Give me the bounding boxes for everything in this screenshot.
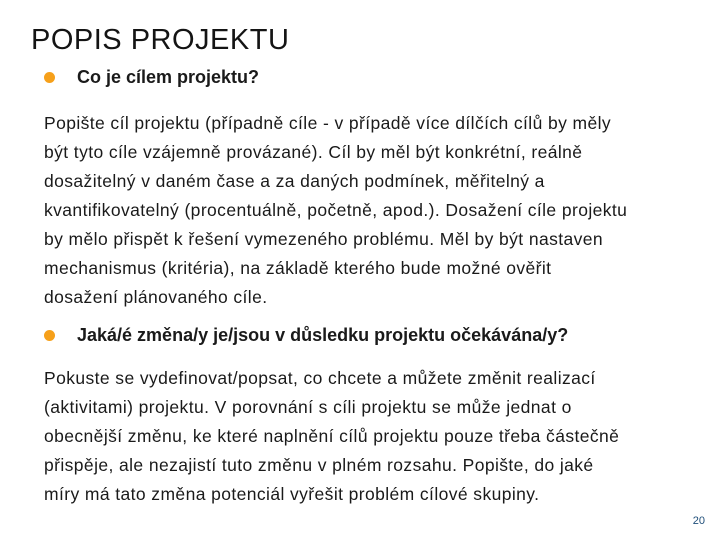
paragraph-line: být tyto cíle vzájemně provázané). Cíl by měl být konkrétní, reálně	[44, 142, 583, 162]
paragraph-line: mechanismus (kritéria), na základě kterého bude možné ověřit	[44, 258, 552, 278]
paragraph-line: by mělo přispět k řešení vymezeného problému. Měl by být nastaven	[44, 229, 604, 249]
paragraph-line: obecnější změnu, ke které naplnění cílů projektu pouze třeba částečně	[44, 426, 620, 446]
section-1-paragraph	[44, 109, 694, 312]
paragraph-line: přispěje, ale nezajistí tuto změnu v plném rozsahu. Popište, do jaké	[44, 455, 594, 475]
section-1-heading: Co je cílem projektu?	[77, 67, 260, 87]
bullet-dot-icon	[44, 72, 55, 83]
paragraph-line: dosažení plánovaného cíle.	[44, 287, 268, 307]
page-number: 20	[692, 515, 705, 527]
section-2-heading: Jaká/é změna/y je/jsou v důsledku projektu očekávána/y?	[77, 325, 569, 345]
bullet-dot-icon	[44, 330, 55, 341]
paragraph-line: dosažitelný v daném čase a za daných podmínek, měřitelný a	[44, 171, 545, 191]
paragraph-line: míry má tato změna potenciál vyřešit problém cílové skupiny.	[44, 484, 540, 504]
paragraph-line: (aktivitami) projektu. V porovnání s cíli projektu se může jednat o	[44, 397, 572, 417]
section-2-paragraph	[44, 364, 694, 509]
paragraph-line: kvantifikovatelný (procentuálně, početně, apod.). Dosažení cíle projektu	[44, 200, 628, 220]
section-1-heading-row	[44, 67, 259, 88]
slide-title: POPIS PROJEKTU	[31, 24, 290, 56]
paragraph-line: Popište cíl projektu (případně cíle - v případě více dílčích cílů by měly	[44, 113, 612, 133]
paragraph-line: Pokuste se vydefinovat/popsat, co chcete a můžete změnit realizací	[44, 368, 596, 388]
section-2-heading-row	[44, 325, 568, 346]
